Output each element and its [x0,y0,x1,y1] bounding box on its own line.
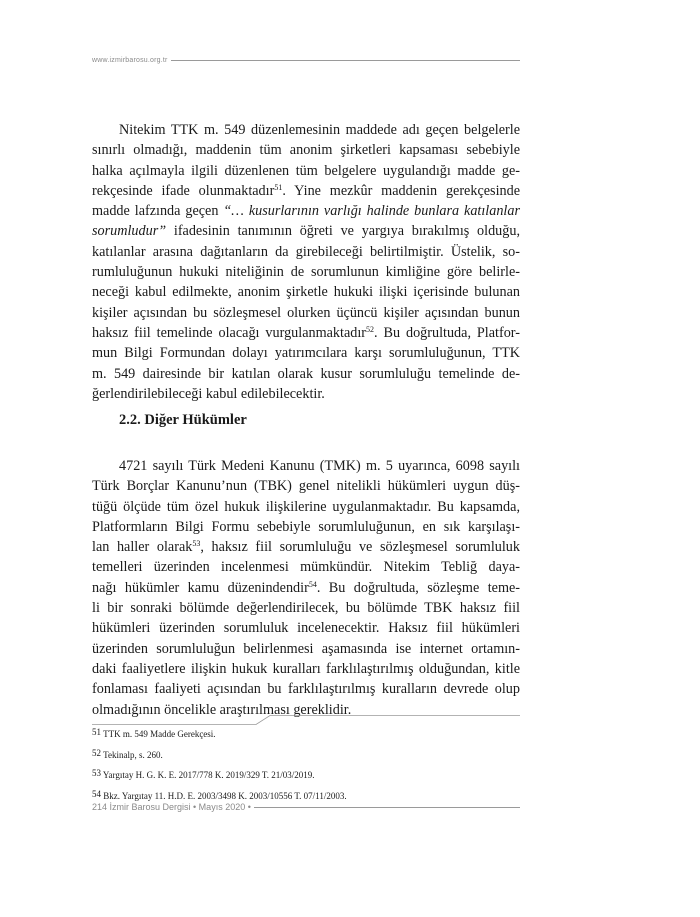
text-line: ğerlendirilebileceği kabul edilebilecektir. [92,385,325,402]
text-span: , haksız fiil sorumluluğu ve sözleşmesel sorumluluk [200,539,520,556]
text-line [92,201,520,221]
footnote-text: Yargıtay H. G. K. E. 2017/778 K. 2019/329 T. 21/03/2019. [102,770,315,780]
footnote-ref-54[interactable]: 54 [308,579,317,589]
text-line: m. 549 dairesinde bir katılan olarak kusur sorumluluğu temelinde de- [92,365,520,382]
footnote-ref-53[interactable]: 53 [192,539,201,549]
text-line: Platformların Bilgi Formu sebebiyle sorumluluğunun, en sık karşılaşı- [92,518,520,535]
text-line: temelleri üzerinden incelenmesi mümkündür. Nitekim Tebliğ daya- [92,559,520,576]
footer-rule [254,807,520,808]
footer-text: 214 İzmir Barosu Dergisi • Mayıs 2020 • [92,802,251,812]
footnote-ref-52[interactable]: 52 [366,324,375,334]
footnote-divider [92,708,520,726]
page-footer [92,800,520,814]
text-line: daki faaliyetlere ilişkin hukuk kuralları farklılaştırılmış olduğundan, kitle [92,660,520,677]
quote-italic: sorumludur” [92,223,167,240]
section-heading: 2.2. Diğer Hükümler [119,412,247,428]
text-span: haksız fiil temelinde olacağı vurgulanmaktadır [92,324,367,341]
footnote-text: Tekinalp, s. 260. [103,749,163,760]
text-line: mun Bilgi Formundan dolayı yatırımcılara karşı sorumluluğunun, TTK [92,345,520,362]
text-line [92,578,520,598]
text-span: . Bu doğrultuda, Platfor- [374,324,520,341]
text-span: lan haller olarak [92,539,193,556]
text-line: li bir sonraki bölümde değerlendirilecek, bu bölümde TBK haksız fiil [92,600,520,617]
text-line [92,181,520,201]
text-span: . Yine mezkûr maddenin gerekçesinde [282,182,520,199]
footnote-53 [92,768,520,789]
quote-italic: “… kusurlarının varlığı halinde bunlara katılanlar [223,203,520,220]
text-span: . Bu doğrultuda, sözleşme teme- [316,579,520,596]
text-line: 4721 sayılı Türk Medeni Kanunu (TMK) m. 5 uyarınca, 6098 sayılı [119,458,520,474]
text-line: sınırlı olmadığı, maddenin tüm anonim şirketleri kapsaması sebebiyle [92,142,520,159]
text-line: olmadığının öncelikle araştırılması gereklidir. [92,701,352,718]
text-line: üzerinden sorumluluğun belirlenmesi aşamasında ise internet ortamın- [92,640,520,657]
footnote-text: TTK m. 549 Madde Gerekçesi. [103,729,216,739]
footnote-number: 54 [92,788,101,799]
footnotes [92,727,520,809]
text-line: Türk Borçlar Kanunu’nun (TBK) genel nitelikli hükümleri uygun düş- [92,478,520,495]
text-line [92,537,520,557]
footnote-number: 52 [92,747,101,758]
paragraph-1 [92,120,520,404]
text-line: kişiler açısından bu sözleşmesel olurken üçüncü kişiler açısından bunun [92,304,520,321]
text-line: tüğü ölçüde tüm özel hukuk ilişkilerine uygulanmaktadır. Bu kapsamda, [92,498,520,515]
text-line: rumluluğunun hukuki niteliğinin de sorumlunun kimliğine göre belirle- [92,264,520,281]
text-line: halka açılmayla ilgili düzenlenen tüm belgelere uygulandığı madde ge- [92,162,520,179]
text-span: madde lafzında geçen [92,203,224,220]
text-line: neceği kabul edilmekte, anonim şirketle hukuki ilişki içerisinde bulunan [92,284,520,301]
header-rule [171,60,520,61]
footnote-ref-51[interactable]: 51 [274,182,283,192]
page-header [92,54,520,66]
footnote-text: Bkz. Yargıtay 11. H.D. E. 2003/3498 K. 2003/10556 T. 07/11/2003. [103,790,347,801]
text-line: katılanlar arasına dağıtanların da girebileceği belirtilmiştir. Üstelik, so- [92,243,520,260]
text-line: fonlaması faaliyeti açısından bu farklılaştırılmış kuralların devrede olup [92,681,520,698]
footnote-number: 51 [92,727,101,737]
footnote-52 [92,748,520,769]
text-span: rekçesinde ifade olunmaktadır [92,182,275,199]
text-line: Nitekim TTK m. 549 düzenlemesinin maddede adı geçen belgelerle [119,122,520,138]
header-url[interactable]: www.izmirbarosu.org.tr [92,56,168,64]
text-span: ifadesinin tanımının öğreti ve yargıya bırakılmış olduğu, [166,223,520,240]
footnote-51 [92,727,520,748]
text-line: hükümleri üzerinden sorumluluk incelenecektir. Haksız fiil hükümleri [92,620,520,637]
paragraph-2 [92,456,520,720]
text-line [92,323,520,343]
text-span: nağı hükümler kamu düzenindendir [92,579,309,596]
text-line [92,221,520,241]
footnote-number: 53 [92,768,101,778]
